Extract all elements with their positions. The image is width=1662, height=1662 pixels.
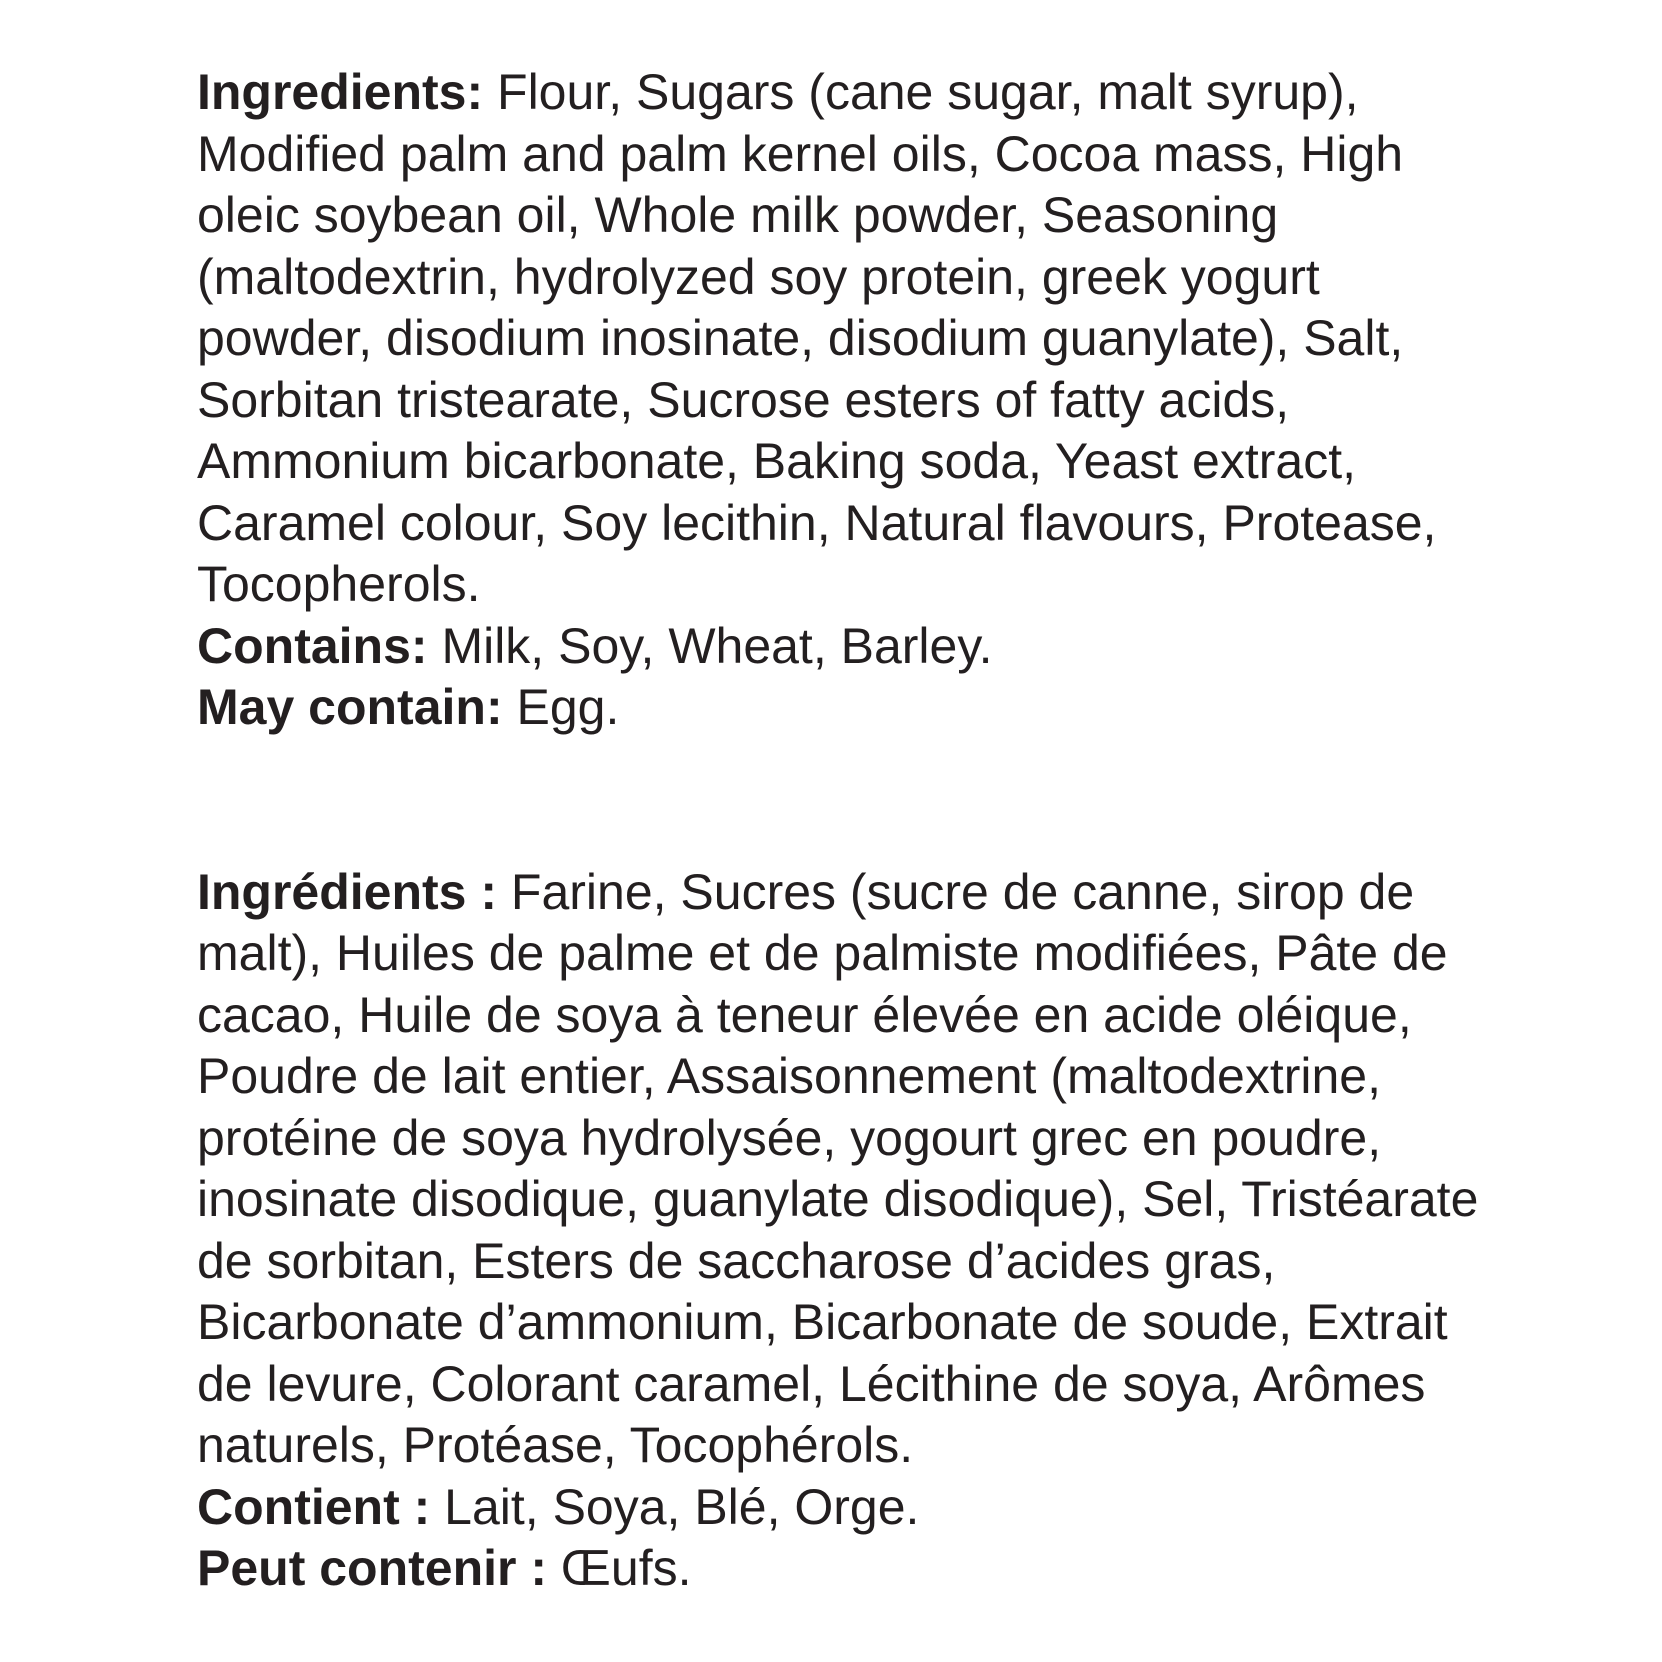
french-ingredients-paragraph bbox=[197, 862, 1487, 1477]
french-contains-line bbox=[197, 1477, 1487, 1539]
ingredient-label bbox=[197, 62, 1487, 1600]
french-may-contain-line bbox=[197, 1538, 1487, 1600]
english-may-contain-line bbox=[197, 677, 1487, 739]
french-contains-list: Lait, Soya, Blé, Orge. bbox=[430, 1478, 920, 1535]
french-section bbox=[197, 862, 1487, 1600]
french-ingredients-list: Farine, Sucres (sucre de canne, sirop de malt), Huiles de palme et de palmiste modifiées, Pâte de cacao, Huile de soya à teneur élevée en acide oléique, Poudre de lait entier, Assaisonnement (maltodextrine, protéine de soya hydrolysée, yogourt grec en poudre, inosinate disodique, guanylate disodique), Sel, Tristéarate de sorbitan, Esters de saccharose d’acides gras, Bicarbonate d’ammonium, Bicarbonate de soude, Extrait de levure, Colorant caramel, Lécithine de soya, Arômes naturels, Protéase, Tocophérols. bbox=[197, 863, 1479, 1473]
english-section bbox=[197, 62, 1487, 739]
english-may-contain-heading: May contain: bbox=[197, 679, 503, 735]
english-contains-list: Milk, Soy, Wheat, Barley. bbox=[427, 617, 993, 674]
english-ingredients-heading: Ingredients: bbox=[197, 64, 484, 120]
english-ingredients-list: Flour, Sugars (cane sugar, malt syrup), Modified palm and palm kernel oils, Cocoa mass, High oleic soybean oil, Whole milk powder, Seasoning (maltodextrin, hydrolyzed soy protein, greek yogurt powder, disodium inosinate, disodium guanylate), Salt, Sorbitan tristearate, Sucrose esters of fatty acids, Ammonium bicarbonate, Baking soda, Yeast extract, Caramel colour, Soy lecithin, Natural flavours, Protease, Tocopherols. bbox=[197, 64, 1437, 612]
french-may-contain-list: Œufs. bbox=[547, 1540, 692, 1596]
english-contains-line bbox=[197, 616, 1487, 678]
english-may-contain-list: Egg. bbox=[502, 679, 620, 735]
english-ingredients-paragraph bbox=[197, 62, 1487, 616]
english-contains-heading: Contains: bbox=[197, 617, 428, 674]
french-contains-heading: Contient : bbox=[197, 1478, 431, 1535]
french-may-contain-heading: Peut contenir : bbox=[197, 1540, 548, 1596]
french-ingredients-heading: Ingrédients : bbox=[197, 863, 498, 920]
